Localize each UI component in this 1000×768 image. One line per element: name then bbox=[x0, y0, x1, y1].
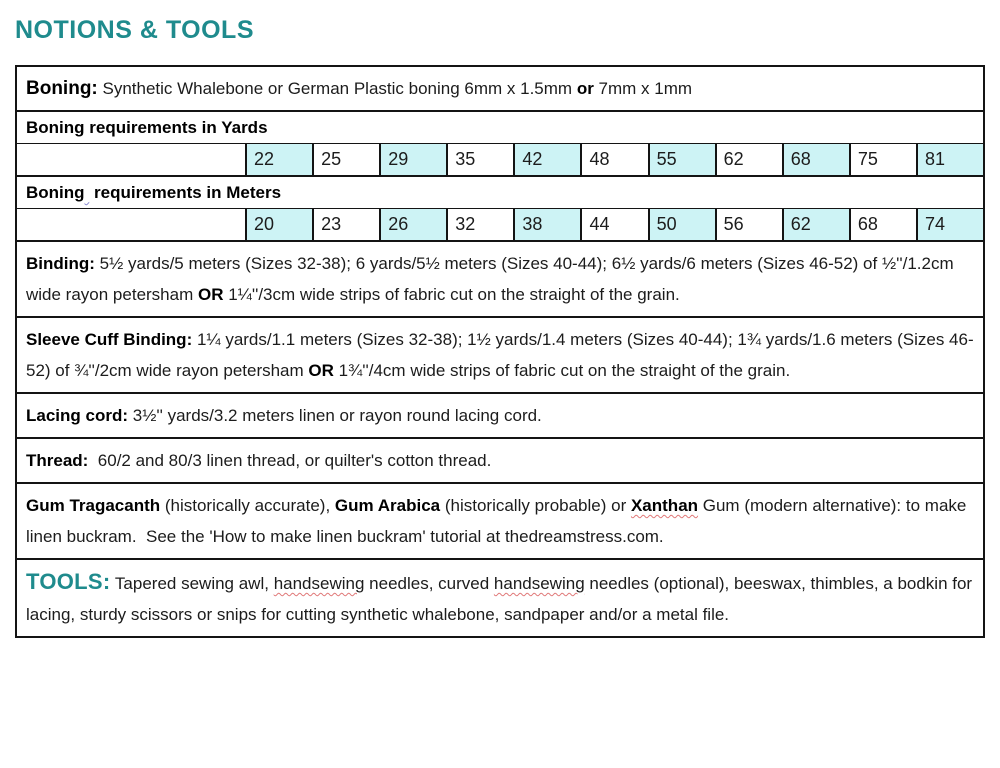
text-segment: Boning: bbox=[26, 78, 98, 99]
text-segment: 3½'' yards/3.2 meters linen or rayon round lacing cord. bbox=[128, 406, 542, 425]
text-segment: Xanthan bbox=[630, 496, 699, 515]
row-yards-header bbox=[17, 110, 983, 143]
size-cell: 25 bbox=[312, 144, 379, 175]
text-segment: handsewing bbox=[273, 574, 365, 593]
row-binding bbox=[17, 240, 983, 316]
sleeve-cuff-binding-text bbox=[26, 324, 974, 386]
text-segment: 1¼ yards/1.1 meters (Sizes 32-38); 1½ yards/1.4 meters (Sizes 40-44); 1¾ yards/1.6 meters (Sizes 46-52) of ¾''/2cm wide rayon petersham bbox=[26, 330, 974, 380]
text-segment: (historically probable) or bbox=[440, 496, 631, 515]
text-segment: 1¼''/3cm wide strips of fabric cut on the straight of the grain. bbox=[223, 285, 680, 304]
text-segment: 60/2 and 80/3 linen thread, or quilter's cotton thread. bbox=[88, 451, 492, 470]
size-cell: 44 bbox=[580, 209, 647, 240]
size-cell: 68 bbox=[849, 209, 916, 240]
text-segment: Thread: bbox=[26, 451, 89, 470]
size-cell: 22 bbox=[245, 144, 312, 175]
size-cell: 35 bbox=[446, 144, 513, 175]
tools-text bbox=[26, 566, 977, 630]
gum-text bbox=[26, 490, 974, 552]
text-segment: Gum Arabica bbox=[334, 496, 441, 515]
text-segment: needles, curved bbox=[364, 574, 494, 593]
size-cell: 26 bbox=[379, 209, 446, 240]
size-cell: 20 bbox=[245, 209, 312, 240]
size-cell: 75 bbox=[849, 144, 916, 175]
row-yards-values bbox=[17, 143, 983, 175]
text-segment: Gum Tragacanth bbox=[26, 496, 161, 515]
text-segment: Synthetic Whalebone or German Plastic boning 6mm x 1.5mm bbox=[97, 79, 577, 98]
text-segment: 7mm x 1mm bbox=[593, 79, 693, 98]
text-segment: Binding: bbox=[26, 254, 95, 273]
size-cell: 74 bbox=[916, 209, 983, 240]
row-boning bbox=[17, 67, 983, 110]
size-cell: 56 bbox=[715, 209, 782, 240]
size-cell: 48 bbox=[580, 144, 647, 175]
text-segment: (historically accurate), bbox=[160, 496, 335, 515]
size-cell: 68 bbox=[782, 144, 849, 175]
size-cell: 62 bbox=[715, 144, 782, 175]
size-cell: 50 bbox=[648, 209, 715, 240]
page-title: NOTIONS & TOOLS bbox=[15, 16, 254, 44]
notions-tools-table bbox=[15, 65, 985, 638]
row-meters-values bbox=[17, 208, 983, 240]
lacing-cord-text bbox=[26, 400, 974, 431]
size-cell: 23 bbox=[312, 209, 379, 240]
text-segment: 5½ yards/5 meters (Sizes 32-38); 6 yards/5½ meters (Sizes 40-44); 6½ yards/6 meters (Sizes 46-52) of ½''/1.2cm wide rayon petersham bbox=[26, 254, 959, 304]
text-segment: 1¾''/4cm wide strips of fabric cut on the straight of the grain. bbox=[333, 361, 791, 380]
size-cell: 42 bbox=[513, 144, 580, 175]
thread-text bbox=[26, 445, 974, 476]
boning-text bbox=[26, 73, 974, 104]
text-segment: requirements in Meters bbox=[89, 183, 282, 202]
text-segment: handsewing bbox=[493, 574, 585, 593]
size-row-label-cell bbox=[17, 144, 245, 175]
binding-text bbox=[26, 248, 974, 310]
yards-header-text bbox=[26, 115, 974, 140]
size-cell: 38 bbox=[513, 209, 580, 240]
row-thread bbox=[17, 437, 983, 482]
text-segment: or bbox=[576, 79, 594, 98]
text-segment: Boning requirements in Yards bbox=[26, 118, 268, 137]
row-gum bbox=[17, 482, 983, 558]
text-segment: Sleeve Cuff Binding: bbox=[26, 330, 193, 349]
text-segment: needles (optional), beeswax, thimbles, a bodkin for lacing, sturdy scissors or snips for cutting synthetic whalebone, sandpaper and/or a metal file. bbox=[26, 574, 977, 624]
text-segment: TOOLS: bbox=[26, 569, 111, 594]
row-meters-header bbox=[17, 175, 983, 208]
row-tools bbox=[17, 558, 983, 636]
row-lacing-cord bbox=[17, 392, 983, 437]
size-cell: 29 bbox=[379, 144, 446, 175]
size-cell: 32 bbox=[446, 209, 513, 240]
text-segment: Tapered sewing awl, bbox=[110, 574, 274, 593]
size-row-label-cell bbox=[17, 209, 245, 240]
row-sleeve-cuff-binding bbox=[17, 316, 983, 392]
text-segment: Lacing cord: bbox=[26, 406, 129, 425]
text-segment: Gum (modern alternative): to make linen buckram. See the 'How to make linen buckram' tutorial at thedreamstress.com. bbox=[26, 496, 972, 546]
text-segment: Boning bbox=[26, 183, 85, 202]
meters-header-text bbox=[26, 180, 974, 205]
size-cell: 81 bbox=[916, 144, 983, 175]
text-segment: OR bbox=[308, 361, 334, 380]
size-cell: 55 bbox=[648, 144, 715, 175]
size-cell: 62 bbox=[782, 209, 849, 240]
text-segment: OR bbox=[197, 285, 224, 304]
